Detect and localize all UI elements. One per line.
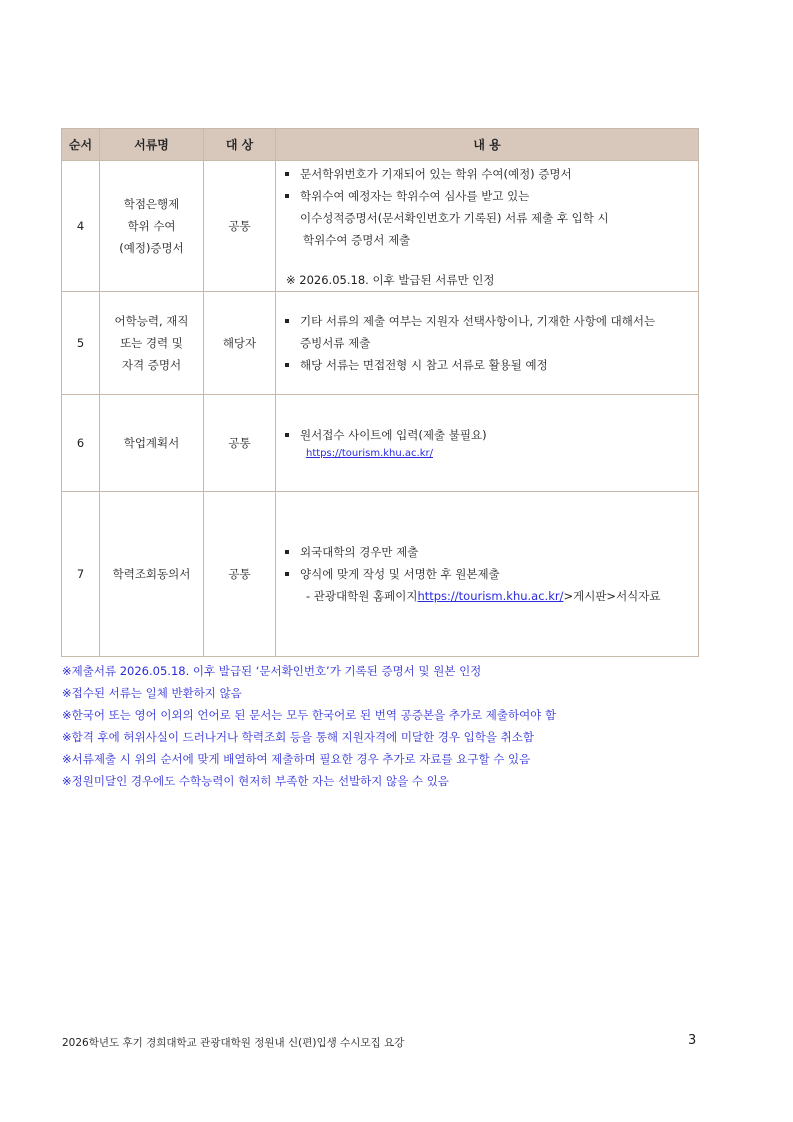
row-content: [276, 292, 699, 395]
doc-name-line: 학위 수여: [127, 219, 176, 233]
doc-name-line: 어학능력, 재직: [114, 314, 189, 328]
row-content: [276, 161, 699, 292]
content-continuation: 증빙서류 제출: [300, 336, 371, 350]
row-no: 4: [62, 161, 100, 292]
sub-prefix: - 관광대학원 홈페이지: [306, 589, 418, 603]
note-line: ※접수된 서류는 일체 반환하지 않음: [62, 686, 242, 700]
page-number: 3: [688, 1033, 697, 1048]
content-bullet: 해당 서류는 면접전형 시 참고 서류로 활용될 예정: [282, 354, 692, 376]
note-line: ※제출서류 2026.05.18. 이후 발급된 ‘문서확인번호’가 기록된 증명서 및 원본 인정: [62, 664, 482, 678]
table-row: [62, 161, 699, 292]
content-bullet: 외국대학의 경우만 제출: [282, 541, 692, 563]
doc-name-line: (예정)증명서: [119, 241, 184, 255]
tourism-site-link[interactable]: https://tourism.khu.ac.kr/: [306, 448, 433, 459]
doc-name-line: 또는 경력 및: [120, 336, 183, 350]
row-no: 7: [62, 492, 100, 657]
row-document-name: [100, 161, 204, 292]
content-sub-line: [282, 585, 692, 607]
documents-table: [61, 128, 699, 657]
note-line: ※서류제출 시 위의 순서에 맞게 배열하여 제출하며 필요한 경우 추가로 자료를 요구할 수 있음: [62, 752, 531, 766]
notes-section: [62, 660, 722, 792]
content-continuation: 이수성적증명서(문서확인번호가 기록된) 서류 제출 후 입학 시: [300, 211, 609, 225]
table-row: [62, 492, 699, 657]
row-document-name: [100, 492, 204, 657]
table-header-row: [62, 129, 699, 161]
doc-name-line: 학업계획서: [123, 436, 180, 450]
row-target: 공통: [204, 492, 276, 657]
doc-name-line: 자격 증명서: [121, 358, 182, 372]
header-content: 내 용: [276, 129, 699, 161]
sub-suffix: >게시판>서식자료: [563, 589, 661, 603]
header-document-name: 서류명: [100, 129, 204, 161]
row-target: 해당자: [204, 292, 276, 395]
content-bullet: 양식에 맞게 작성 및 서명한 후 원본제출: [282, 563, 692, 585]
content-note: ※ 2026.05.18. 이후 발급된 서류만 인정: [286, 273, 495, 287]
header-no: 순서: [62, 129, 100, 161]
content-bullet: 문서학위번호가 기재되어 있는 학위 수여(예정) 증명서: [282, 163, 692, 185]
row-target: 공통: [204, 395, 276, 492]
footer-title: 2026학년도 후기 경희대학교 관광대학원 정원내 신(편)입생 수시모집 요강: [62, 1037, 405, 1049]
table-row: [62, 292, 699, 395]
note-line: ※한국어 또는 영어 이외의 언어로 된 문서는 모두 한국어로 된 번역 공증본을 추가로 제출하여야 함: [62, 708, 557, 722]
row-target: 공통: [204, 161, 276, 292]
doc-name-line: 학력조회동의서: [112, 567, 191, 581]
content-bullet: 기타 서류의 제출 여부는 지원자 선택사항이나, 기재한 사항에 대해서는: [282, 310, 692, 332]
row-document-name: [100, 292, 204, 395]
homepage-link[interactable]: https://tourism.khu.ac.kr/: [417, 589, 564, 603]
row-no: 6: [62, 395, 100, 492]
doc-name-line: 학점은행제: [123, 197, 180, 211]
content-continuation: 학위수여 증명서 제출: [303, 233, 411, 247]
table-row: [62, 395, 699, 492]
content-bullet: 원서접수 사이트에 입력(제출 불필요): [282, 424, 692, 446]
note-line: ※합격 후에 허위사실이 드러나거나 학력조회 등을 통해 지원자격에 미달한 경우 입학을 취소함: [62, 730, 534, 744]
header-target: 대 상: [204, 129, 276, 161]
row-content: [276, 492, 699, 657]
row-no: 5: [62, 292, 100, 395]
note-line: ※정원미달인 경우에도 수학능력이 현저히 부족한 자는 선발하지 않을 수 있음: [62, 774, 449, 788]
row-content: [276, 395, 699, 492]
row-document-name: [100, 395, 204, 492]
content-bullet: 학위수여 예정자는 학위수여 심사를 받고 있는: [282, 185, 692, 207]
